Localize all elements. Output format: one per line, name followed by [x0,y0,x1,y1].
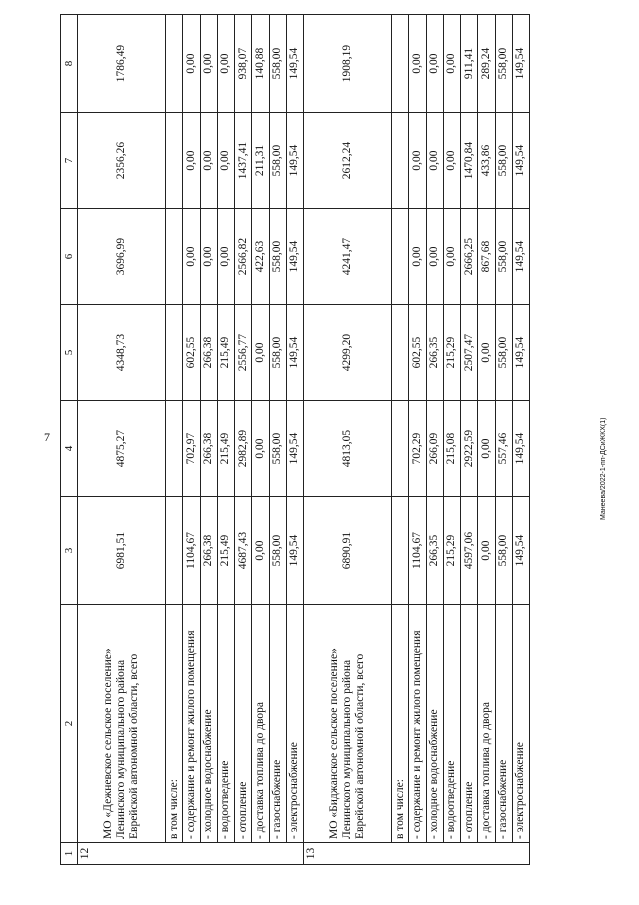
value-cell: 266,38 [200,401,217,497]
value-cell: 149,54 [512,497,529,605]
empty-cell [392,305,409,401]
table-row-subheader [166,15,183,865]
row-label: - электроснабжение [286,605,303,843]
value-cell: 4813,05 [304,401,392,497]
value-cell: 2556,77 [235,305,252,401]
row-label: - газоснабжение [269,605,286,843]
tariff-table [60,14,530,865]
value-cell: 0,00 [478,497,495,605]
row-label: - содержание и ремонт жилого помещения [183,605,200,843]
value-cell: 0,00 [200,209,217,305]
value-cell: 0,00 [217,209,234,305]
empty-cell [166,113,183,209]
empty-cell [392,401,409,497]
value-cell: 0,00 [252,497,269,605]
value-cell: 2666,25 [461,209,478,305]
value-cell: 558,00 [269,113,286,209]
table-row [478,15,495,865]
value-cell: 149,54 [286,209,303,305]
table-row [200,15,217,865]
value-cell: 4348,73 [78,305,166,401]
value-cell: 0,00 [426,209,443,305]
value-cell: 215,29 [443,497,460,605]
value-cell: 266,35 [426,497,443,605]
value-cell: 266,38 [200,497,217,605]
value-cell: 211,31 [252,113,269,209]
value-cell: 1437,41 [235,113,252,209]
row-label: - доставка топлива до двора [252,605,269,843]
value-cell: 558,00 [269,15,286,113]
row-index: 12 [78,843,304,865]
header-cell: 2 [61,605,78,843]
value-cell: 149,54 [512,113,529,209]
value-cell: 702,97 [183,401,200,497]
row-label: - доставка топлива до двора [478,605,495,843]
header-cell: 6 [61,209,78,305]
empty-cell [392,15,409,113]
value-cell: 149,54 [512,401,529,497]
value-cell: 2612,24 [304,113,392,209]
table-row-subheader [392,15,409,865]
table-row-total [78,15,166,865]
municipality-name: МО «Дежневское сельское поселение» Ленинского муниципального района Еврейской автономной области, всего [78,605,166,843]
header-cell: 4 [61,401,78,497]
value-cell: 0,00 [183,15,200,113]
value-cell: 1470,84 [461,113,478,209]
value-cell: 266,38 [200,305,217,401]
value-cell: 558,00 [495,113,512,209]
row-label: - газоснабжение [495,605,512,843]
value-cell: 558,00 [269,209,286,305]
value-cell: 0,00 [409,113,426,209]
footer-note: Манеева/2022-1-пп-ДСиЖКХ(1) [600,417,607,520]
value-cell: 149,54 [512,209,529,305]
value-cell: 938,07 [235,15,252,113]
value-cell: 0,00 [426,113,443,209]
value-cell: 558,00 [269,401,286,497]
row-label: - отопление [235,605,252,843]
header-row [61,15,78,865]
value-cell: 0,00 [183,209,200,305]
value-cell: 558,00 [495,305,512,401]
subheader-label: в том числе: [392,605,409,843]
value-cell: 0,00 [252,305,269,401]
value-cell: 0,00 [443,15,460,113]
value-cell: 2356,26 [78,113,166,209]
value-cell: 266,09 [426,401,443,497]
value-cell: 602,55 [183,305,200,401]
table-row [461,15,478,865]
value-cell: 149,54 [286,113,303,209]
value-cell: 6890,91 [304,497,392,605]
table-row [443,15,460,865]
value-cell: 422,63 [252,209,269,305]
empty-cell [166,401,183,497]
table-row [183,15,200,865]
table-row [426,15,443,865]
value-cell: 149,54 [286,401,303,497]
tariff-table-sheet [60,15,530,865]
value-cell: 149,54 [286,15,303,113]
row-label: - холодное водоснабжение [200,605,217,843]
value-cell: 557,46 [495,401,512,497]
table-row [217,15,234,865]
value-cell: 0,00 [443,209,460,305]
value-cell: 558,00 [269,497,286,605]
row-label: - водоотведение [443,605,460,843]
row-label: - водоотведение [217,605,234,843]
value-cell: 0,00 [409,15,426,113]
value-cell: 149,54 [512,305,529,401]
empty-cell [166,209,183,305]
value-cell: 266,35 [426,305,443,401]
value-cell: 558,00 [269,305,286,401]
value-cell: 149,54 [286,497,303,605]
value-cell: 140,88 [252,15,269,113]
value-cell: 215,49 [217,305,234,401]
value-cell: 0,00 [217,15,234,113]
value-cell: 911,41 [461,15,478,113]
value-cell: 4241,47 [304,209,392,305]
value-cell: 558,00 [495,497,512,605]
value-cell: 2982,89 [235,401,252,497]
value-cell: 558,00 [495,209,512,305]
value-cell: 0,00 [200,113,217,209]
table-row [252,15,269,865]
table-row-total [304,15,392,865]
header-cell: 7 [61,113,78,209]
empty-cell [166,497,183,605]
value-cell: 558,00 [495,15,512,113]
header-cell: 1 [61,843,78,865]
row-label: - электроснабжение [512,605,529,843]
value-cell: 149,54 [286,305,303,401]
row-index: 13 [304,843,530,865]
page-number: 7 [44,430,50,444]
value-cell: 0,00 [426,15,443,113]
value-cell: 0,00 [478,305,495,401]
value-cell: 4875,27 [78,401,166,497]
value-cell: 215,29 [443,305,460,401]
value-cell: 602,55 [409,305,426,401]
value-cell: 4299,20 [304,305,392,401]
value-cell: 1908,19 [304,15,392,113]
table-row [495,15,512,865]
table-row [235,15,252,865]
value-cell: 215,49 [217,497,234,605]
header-cell: 5 [61,305,78,401]
value-cell: 6981,51 [78,497,166,605]
value-cell: 867,68 [478,209,495,305]
value-cell: 2922,59 [461,401,478,497]
value-cell: 4687,43 [235,497,252,605]
value-cell: 0,00 [409,209,426,305]
value-cell: 0,00 [252,401,269,497]
value-cell: 2566,82 [235,209,252,305]
row-label: - содержание и ремонт жилого помещения [409,605,426,843]
value-cell: 0,00 [183,113,200,209]
row-label: - отопление [461,605,478,843]
row-label: - холодное водоснабжение [426,605,443,843]
value-cell: 149,54 [512,15,529,113]
table-body [78,15,530,865]
value-cell: 1104,67 [183,497,200,605]
value-cell: 702,29 [409,401,426,497]
header-cell: 3 [61,497,78,605]
table-row [269,15,286,865]
empty-cell [392,497,409,605]
value-cell: 0,00 [200,15,217,113]
empty-cell [392,209,409,305]
value-cell: 0,00 [217,113,234,209]
empty-cell [392,113,409,209]
value-cell: 2507,47 [461,305,478,401]
value-cell: 4597,06 [461,497,478,605]
value-cell: 433,86 [478,113,495,209]
value-cell: 0,00 [478,401,495,497]
value-cell: 215,49 [217,401,234,497]
value-cell: 215,08 [443,401,460,497]
table-row [512,15,529,865]
value-cell: 289,24 [478,15,495,113]
subheader-label: в том числе: [166,605,183,843]
value-cell: 0,00 [443,113,460,209]
value-cell: 3696,99 [78,209,166,305]
value-cell: 1104,67 [409,497,426,605]
table-row [286,15,303,865]
empty-cell [166,15,183,113]
header-cell: 8 [61,15,78,113]
empty-cell [166,305,183,401]
value-cell: 1786,49 [78,15,166,113]
municipality-name: МО «Биджанское сельское поселение» Ленинского муниципального района Еврейской автономной области, всего [304,605,392,843]
table-row [409,15,426,865]
